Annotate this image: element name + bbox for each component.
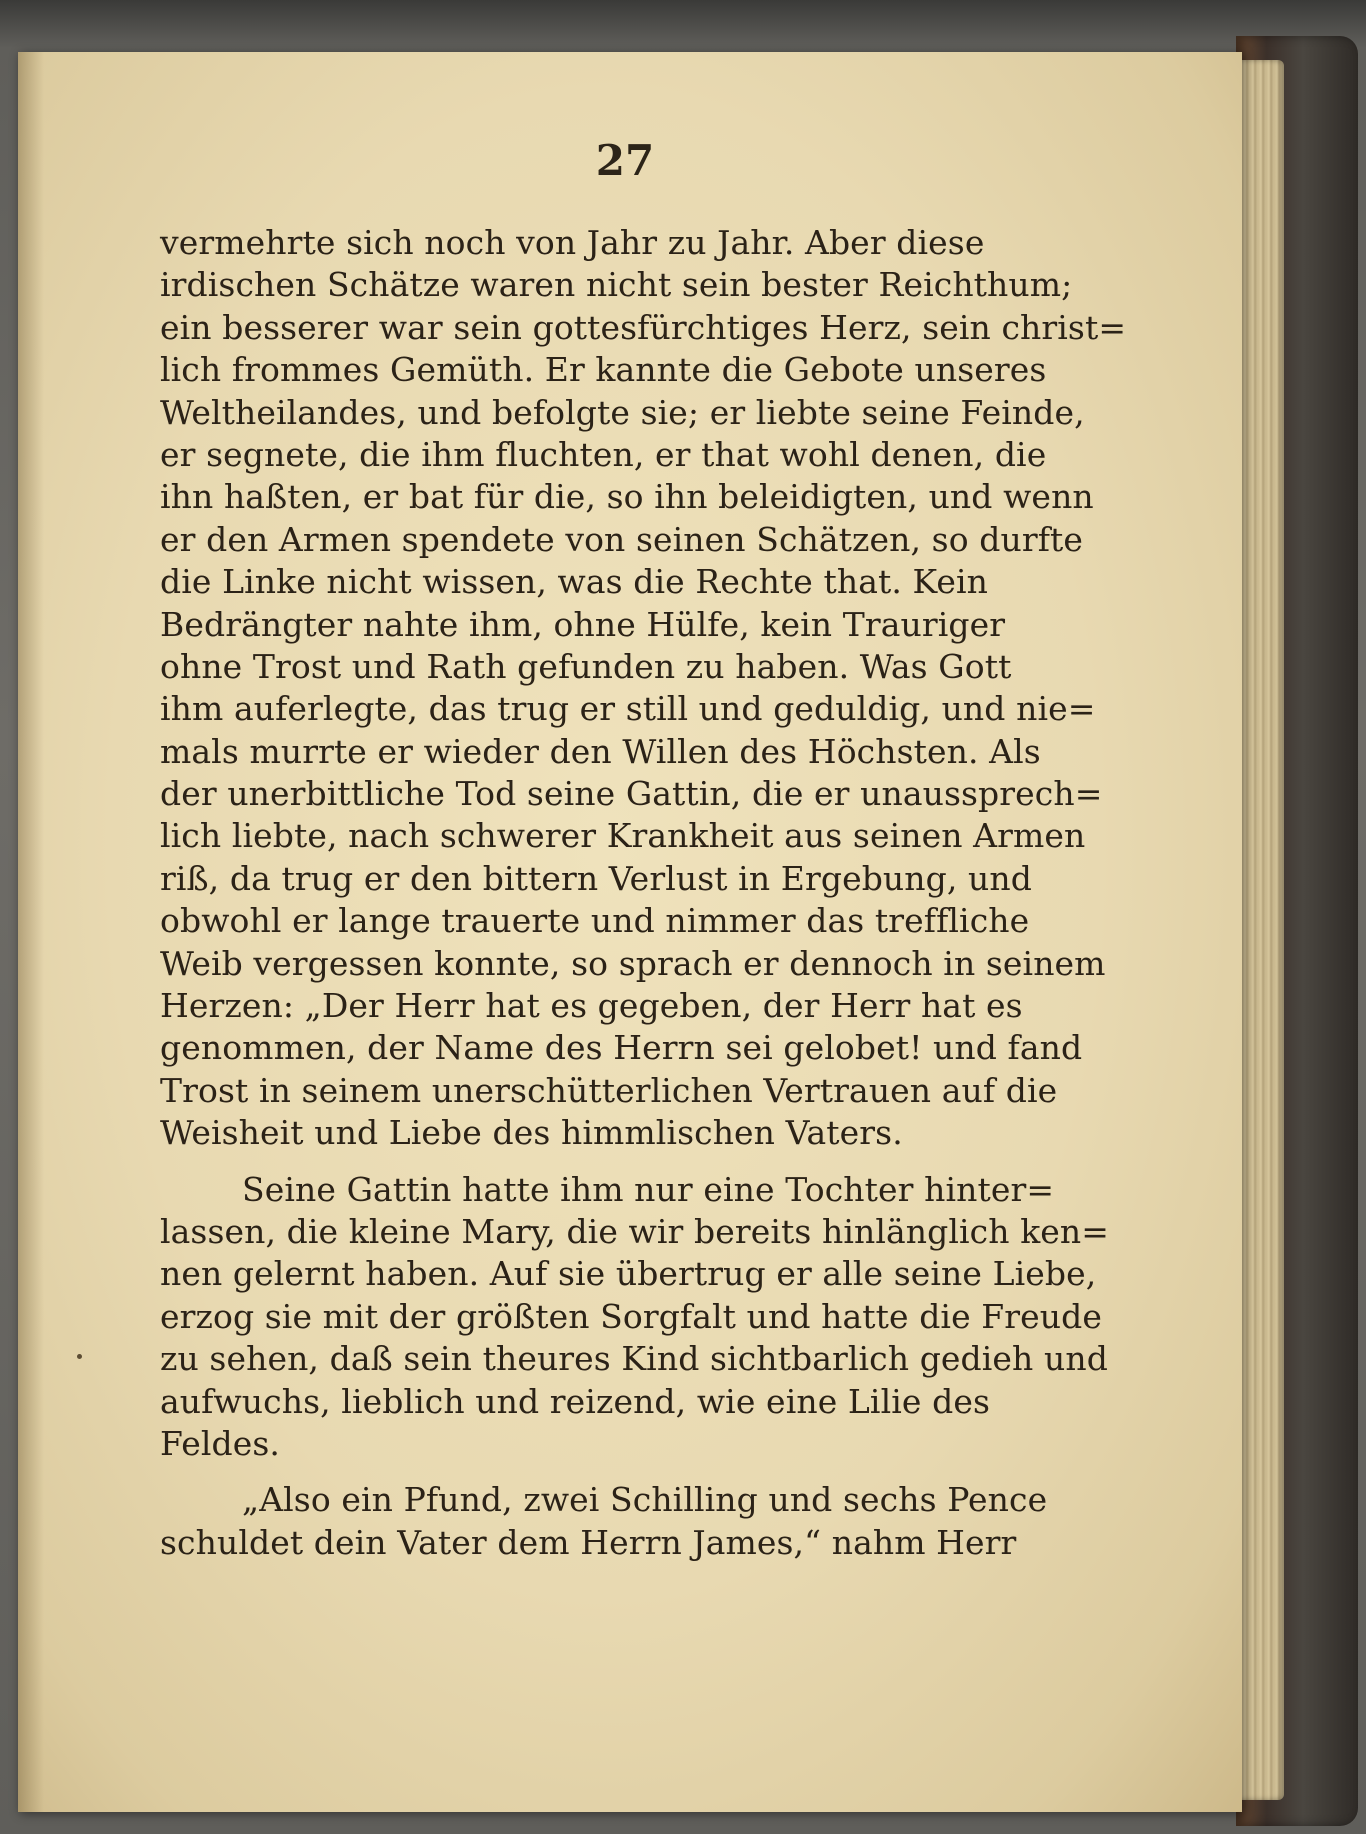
text-line: „Also ein Pfund, zwei Schilling und sechs Pence <box>242 1480 1048 1520</box>
paragraph-1 <box>160 222 1127 1155</box>
text-line: der unerbittliche Tod seine Gattin, die er unaussprech= <box>160 774 1103 814</box>
paragraph-2 <box>160 1169 1120 1466</box>
scan-top-shadow <box>0 0 1366 48</box>
text-line: Bedrängter nahte ihm, ohne Hülfe, kein Trauriger <box>160 604 1006 644</box>
text-line: erzog sie mit der größten Sorgfalt und hatte die Freude <box>160 1296 1103 1336</box>
text-line: Weltheilandes, und befolgte sie; er liebte seine Feinde, <box>160 392 1085 432</box>
text-line: die Linke nicht wissen, was die Rechte that. Kein <box>160 562 989 602</box>
paragraph-spacer <box>160 1465 1120 1479</box>
text-line: er den Armen spendete von seinen Schätzen, so durfte <box>160 519 1084 559</box>
text-line: ihm auferlegte, das trug er still und geduldig, und nie= <box>160 689 1096 729</box>
text-line: schuldet dein Vater dem Herrn James,“ nahm Herr <box>160 1522 1017 1562</box>
text-line: er segnete, die ihm fluchten, er that wohl denen, die <box>160 434 1047 474</box>
text-line: ihn haßten, er bat für die, so ihn beleidigten, und wenn <box>160 477 1094 517</box>
text-line: nen gelernt haben. Auf sie übertrug er alle seine Liebe, <box>160 1254 1097 1294</box>
text-line: vermehrte sich noch von Jahr zu Jahr. Aber diese <box>160 223 985 262</box>
text-line: lich liebte, nach schwerer Krankheit aus seinen Armen <box>160 816 1086 856</box>
paragraph-3 <box>160 1479 1120 1564</box>
text-line: zu sehen, daß sein theures Kind sichtbarlich gedieh und <box>160 1339 1108 1379</box>
page-number: 27 <box>595 136 655 185</box>
text-line: mals murrte er wieder den Willen des Höchsten. Als <box>160 731 1041 771</box>
text-line: obwohl er lange trauerte und nimmer das treffliche <box>160 901 1030 941</box>
paragraph-spacer <box>160 1155 1120 1169</box>
text-line: Herzen: „Der Herr hat es gegeben, der Herr hat es <box>160 986 1023 1026</box>
text-line: ein besserer war sein gottesfürchtiges Herz, sein christ= <box>160 307 1127 347</box>
text-line: irdischen Schätze waren nicht sein bester Reichthum; <box>160 265 1073 305</box>
text-line: genommen, der Name des Herrn sei gelobet! und fand <box>160 1028 1083 1068</box>
text-line: Seine Gattin hatte ihm nur eine Tochter hinter= <box>242 1169 1055 1209</box>
text-line: lassen, die kleine Mary, die wir bereits hinlänglich ken= <box>160 1211 1110 1251</box>
text-line: ohne Trost und Rath gefunden zu haben. Was Gott <box>160 646 1012 686</box>
text-line: Weib vergessen konnte, so sprach er dennoch in seinem <box>160 943 1106 983</box>
body-text <box>160 222 1127 1564</box>
margin-speck <box>77 1354 82 1359</box>
text-line: lich frommes Gemüth. Er kannte die Gebote unseres <box>160 350 1047 390</box>
text-line: Trost in seinem unerschütterlichen Vertrauen auf die <box>160 1070 1058 1110</box>
page-gutter-shadow <box>18 52 44 1812</box>
text-line: riß, da trug er den bittern Verlust in Ergebung, und <box>160 858 1032 898</box>
text-line: Feldes. <box>160 1423 280 1463</box>
text-line: Weisheit und Liebe des himmlischen Vaters. <box>160 1113 903 1153</box>
text-line: aufwuchs, lieblich und reizend, wie eine Lilie des <box>160 1381 990 1421</box>
